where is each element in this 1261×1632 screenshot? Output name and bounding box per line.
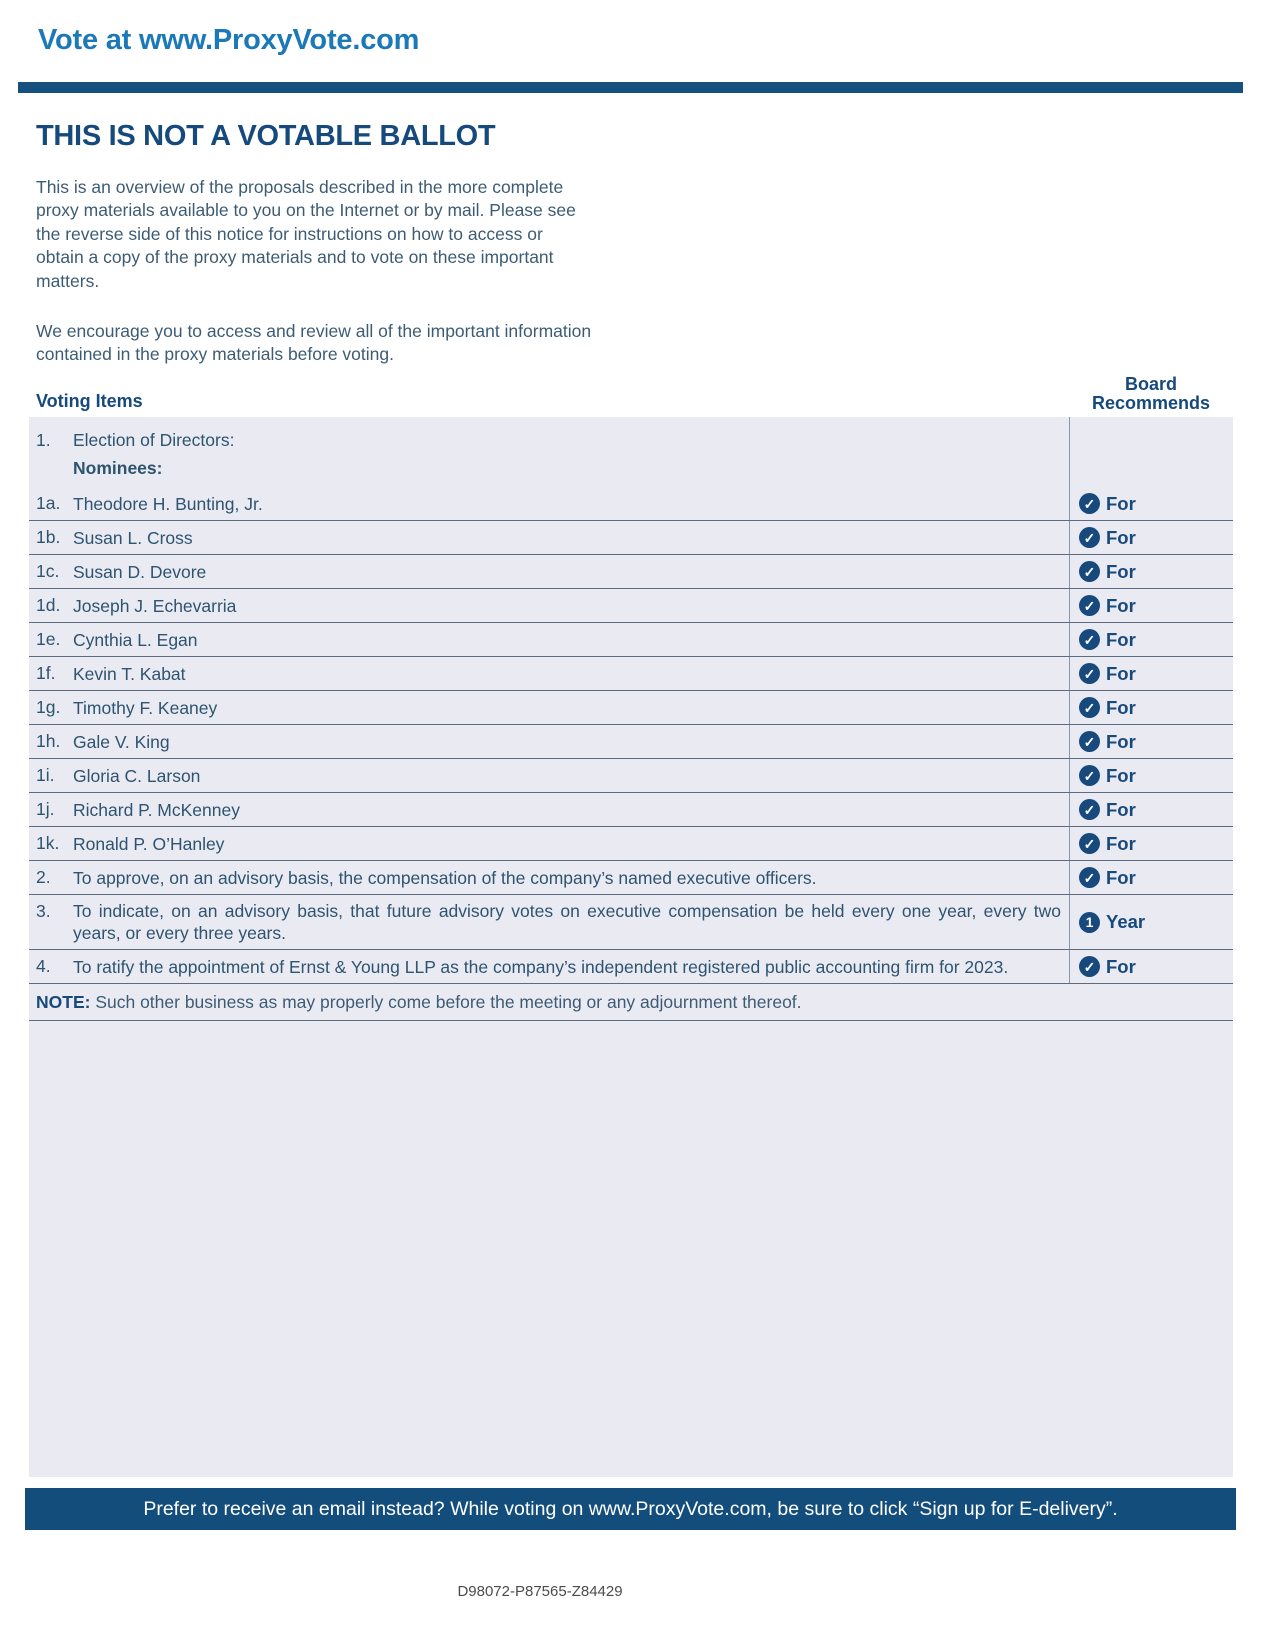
recommendation-label: For (1106, 798, 1136, 820)
proposal-number: 4. (36, 956, 51, 976)
nominee-number: 1i. (36, 765, 55, 785)
check-icon: ✓ (1079, 595, 1100, 616)
nominee-rows (29, 487, 1233, 861)
recommendation-label: For (1106, 764, 1136, 786)
recommendation-badge (1079, 493, 1136, 515)
recommendation-label: For (1106, 696, 1136, 718)
check-icon: ✓ (1079, 629, 1100, 650)
nominee-name: Ronald P. O’Hanley (73, 833, 225, 854)
recommendation-cell (1069, 725, 1233, 758)
check-icon: ✓ (1079, 799, 1100, 820)
recommendation-label: For (1106, 866, 1136, 888)
recommendation-label: For (1106, 730, 1136, 752)
nominee-name: Theodore H. Bunting, Jr. (73, 493, 263, 514)
recommendation-badge (1079, 911, 1145, 933)
table-row (29, 861, 1233, 895)
table-row (29, 589, 1233, 623)
check-icon: ✓ (1079, 561, 1100, 582)
recommendation-cell (1069, 793, 1233, 826)
board-recommends-line2: Recommends (1091, 393, 1211, 413)
nominee-number: 1j. (36, 799, 55, 819)
table-row (29, 725, 1233, 759)
page-header-title: Vote at www.ProxyVote.com (38, 24, 420, 56)
recommendation-badge (1079, 629, 1136, 651)
item-text: Election of Directors: (73, 430, 235, 450)
recommendation-cell (1069, 827, 1233, 860)
recommendation-badge (1079, 595, 1136, 617)
table-row (29, 555, 1233, 589)
nominee-number: 1c. (36, 561, 60, 581)
recommendation-cell (1069, 555, 1233, 588)
nominee-number: 1h. (36, 731, 61, 751)
nominee-number: 1a. (36, 493, 61, 513)
recommendation-cell-empty (1069, 417, 1233, 487)
recommendation-label: Year (1106, 911, 1146, 932)
table-row (29, 691, 1233, 725)
proposal-rows (29, 861, 1233, 984)
recommendation-cell (1069, 623, 1233, 656)
check-icon: ✓ (1079, 765, 1100, 786)
recommendation-badge (1079, 527, 1136, 549)
recommendation-badge (1079, 867, 1136, 889)
recommendation-cell (1069, 657, 1233, 690)
nominee-name: Kevin T. Kabat (73, 663, 186, 684)
note-text: Such other business as may properly come before the meeting or any adjournment thereof. (90, 992, 802, 1012)
table-row (29, 657, 1233, 691)
proposal-number: 3. (36, 901, 51, 921)
recommendation-label: For (1106, 594, 1136, 616)
nominee-name: Cynthia L. Egan (73, 629, 198, 650)
note-row (29, 984, 1233, 1021)
recommendation-cell (1069, 895, 1233, 949)
proposal-text: To ratify the appointment of Ernst & Young LLP as the company’s independent registered public accounting firm for 2023. (73, 956, 1009, 977)
nominee-name: Richard P. McKenney (73, 799, 240, 820)
board-recommends-header (1066, 375, 1236, 413)
voting-items-table (29, 417, 1233, 1477)
table-row (29, 759, 1233, 793)
notice-heading: THIS IS NOT A VOTABLE BALLOT (36, 120, 496, 152)
recommendation-label: For (1106, 492, 1136, 514)
recommendation-label: For (1106, 560, 1136, 582)
check-icon: ✓ (1079, 731, 1100, 752)
proposal-text: To approve, on an advisory basis, the compensation of the company’s named executive officers. (73, 867, 817, 888)
recommendation-cell (1069, 950, 1233, 983)
proposal-number: 2. (36, 867, 51, 887)
nominee-name: Joseph J. Echevarria (73, 595, 237, 616)
nominees-label: Nominees: (73, 458, 163, 478)
recommendation-badge (1079, 731, 1136, 753)
table-row (29, 487, 1233, 521)
nominee-name: Gloria C. Larson (73, 765, 201, 786)
check-icon: ✓ (1079, 697, 1100, 718)
check-icon: ✓ (1079, 956, 1100, 977)
recommendation-badge (1079, 799, 1136, 821)
recommendation-badge (1079, 956, 1136, 978)
check-icon: ✓ (1079, 527, 1100, 548)
edelivery-banner: Prefer to receive an email instead? While voting on www.ProxyVote.com, be sure to click “Sign up for E-delivery”. (25, 1488, 1236, 1530)
recommendation-badge (1079, 697, 1136, 719)
table-row (29, 827, 1233, 861)
note-label: NOTE: (36, 992, 91, 1012)
recommendation-badge (1079, 561, 1136, 583)
recommendation-label: For (1106, 832, 1136, 854)
recommendation-badge (1079, 833, 1136, 855)
voting-item-1-cell (29, 417, 1069, 487)
table-row (29, 623, 1233, 657)
recommendation-cell (1069, 521, 1233, 554)
recommendation-badge (1079, 663, 1136, 685)
nominee-name: Timothy F. Keaney (73, 697, 218, 718)
nominee-name: Susan D. Devore (73, 561, 207, 582)
table-row (29, 793, 1233, 827)
nominee-name: Susan L. Cross (73, 527, 193, 548)
notice-paragraph-2: We encourage you to access and review all of the important information contained in the proxy materials before voting. (36, 321, 592, 365)
table-row (29, 521, 1233, 555)
table-row (29, 950, 1233, 984)
nominee-name: Gale V. King (73, 731, 170, 752)
voting-item-1-row (29, 417, 1233, 487)
table-row (29, 895, 1233, 950)
notice-paragraph-1: This is an overview of the proposals described in the more complete proxy materials available to you on the Internet or by mail. Please see the reverse side of this notice for instructions on how to access or obtain a copy of the proxy materials and to vote on these important matters. (36, 177, 576, 291)
nominee-number: 1d. (36, 595, 61, 615)
recommendation-cell (1069, 691, 1233, 724)
recommendation-cell (1069, 487, 1233, 520)
proposal-text: To indicate, on an advisory basis, that future advisory votes on executive compensation be held every one year, every two years, or every three years. (73, 901, 1061, 943)
number-1-icon: 1 (1079, 912, 1100, 933)
nominee-number: 1e. (36, 629, 61, 649)
recommendation-label: For (1106, 955, 1136, 977)
check-icon: ✓ (1079, 663, 1100, 684)
recommendation-cell (1069, 759, 1233, 792)
document-code: D98072-P87565-Z84429 (457, 1583, 623, 1600)
nominee-number: 1f. (36, 663, 56, 683)
check-icon: ✓ (1079, 493, 1100, 514)
recommendation-badge (1079, 765, 1136, 787)
check-icon: ✓ (1079, 833, 1100, 854)
board-recommends-line1: Board (1124, 374, 1177, 394)
nominee-number: 1g. (36, 697, 61, 717)
item-number: 1. (36, 430, 51, 450)
recommendation-label: For (1106, 526, 1136, 548)
nominee-number: 1k. (36, 833, 60, 853)
recommendation-cell (1069, 861, 1233, 894)
recommendation-label: For (1106, 662, 1136, 684)
nominee-number: 1b. (36, 527, 61, 547)
recommendation-cell (1069, 589, 1233, 622)
header-divider-bar (18, 82, 1243, 93)
check-icon: ✓ (1079, 867, 1100, 888)
voting-items-header: Voting Items (36, 391, 143, 411)
recommendation-label: For (1106, 628, 1136, 650)
